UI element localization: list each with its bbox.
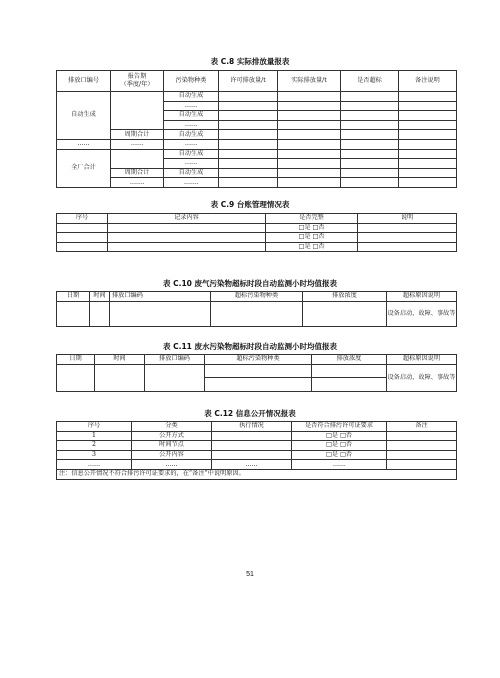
header-cell: 序号 <box>57 214 108 224</box>
table-c8 <box>56 70 457 188</box>
table-row: 1 公开方式 □是 □否 <box>57 431 457 441</box>
header-cell: 备注说明 <box>399 71 457 92</box>
header-cell: 是否符合排污许可证要求 <box>292 422 387 432</box>
header-cell: 污染物种类 <box>164 71 219 92</box>
table-c11-caption: 表 C.11 废水污染物超标时段自动监测小时均值报表 <box>162 342 337 351</box>
plant-total-cell: 全厂合计 <box>57 149 111 187</box>
ellipsis-cell: ……. <box>164 178 219 188</box>
header-cell: 时间 <box>90 292 110 302</box>
pollutant-cell: 自动生成 <box>164 149 219 159</box>
table-c11 <box>56 354 457 392</box>
header-cell: 是否超标 <box>341 71 399 92</box>
pollutant-cell: 自动生成 <box>164 130 219 140</box>
ellipsis-cell: …… <box>111 139 164 149</box>
header-cell: 实际排放量/t <box>278 71 341 92</box>
header-cell: 是否完整 <box>266 214 358 224</box>
period-cell <box>111 149 164 168</box>
pollutant-cell: 自动生成 <box>164 92 219 102</box>
table-c9-caption: 表 C.9 台账管理情况表 <box>210 200 290 209</box>
table-c10 <box>56 291 457 327</box>
page-number: 51 <box>246 571 254 578</box>
header-cell: 报告期 （季度/年） <box>111 71 164 92</box>
header-cell: 排放口编码 <box>145 355 205 365</box>
table-row: 2 时间节点 □是 □否 <box>57 441 457 451</box>
table-c8-caption: 表 C.8 实际排放量报表 <box>210 57 290 66</box>
pollutant-cell: …… <box>164 120 219 130</box>
header-cell: 备注 <box>387 422 457 432</box>
ellipsis-cell: …… <box>164 139 219 149</box>
table-c9 <box>56 213 457 252</box>
header-cell: 排放口编码 <box>110 292 211 302</box>
table-c12 <box>56 421 457 480</box>
header-cell: 排放口编号 <box>57 71 111 92</box>
outlet-cell: 自动生成 <box>57 92 111 140</box>
pollutant-cell: 自动生成 <box>164 111 219 121</box>
header-cell: 时间 <box>95 355 145 365</box>
header-cell: 超标原因说明 <box>387 292 457 302</box>
pollutant-cell: …… <box>164 159 219 169</box>
reason-cell: 设备启动、故障、事故等 <box>387 364 457 391</box>
table-c12-caption: 表 C.12 信息公开情况报表 <box>204 409 296 418</box>
table-note: 注：信息公开情况不符合排污许可证要求的，在“备注”中说明原因。 <box>57 469 457 479</box>
pollutant-cell: 自动生成 <box>164 168 219 178</box>
ellipsis-cell: ……. <box>111 178 164 188</box>
yes-no-cell: □是 □否 <box>266 223 358 233</box>
table-c10-caption: 表 C.10 废气污染物超标时段自动监测小时均值报表 <box>162 279 337 288</box>
period-cell <box>111 92 164 130</box>
header-cell: 超标原因说明 <box>387 355 457 365</box>
period-total-cell: 周期合计 <box>111 168 164 178</box>
header-cell: 序号 <box>57 422 132 432</box>
header-cell: 分类 <box>132 422 212 432</box>
yes-no-cell: □是 □否 <box>266 233 358 243</box>
period-total-cell: 周期合计 <box>111 130 164 140</box>
pollutant-cell: …… <box>164 101 219 111</box>
header-cell: 日期 <box>57 292 90 302</box>
ellipsis-cell: …… <box>57 139 111 149</box>
yes-no-cell: □是 □否 <box>266 242 358 252</box>
table-row: …… …… …… …… <box>57 460 457 470</box>
header-cell: 记录内容 <box>108 214 266 224</box>
header-cell: 许可排放量/t <box>219 71 278 92</box>
header-cell: 排放浓度 <box>303 292 387 302</box>
reason-cell: 设备启动、故障、事故等 <box>387 301 457 326</box>
header-cell: 超标污染物种类 <box>211 292 303 302</box>
header-cell: 超标污染物种类 <box>205 355 312 365</box>
header-cell: 执行情况 <box>212 422 292 432</box>
header-cell: 说明 <box>358 214 457 224</box>
table-row: 3 公开内容 □是 □否 <box>57 450 457 460</box>
header-cell: 日期 <box>57 355 95 365</box>
header-cell: 排放浓度 <box>312 355 387 365</box>
